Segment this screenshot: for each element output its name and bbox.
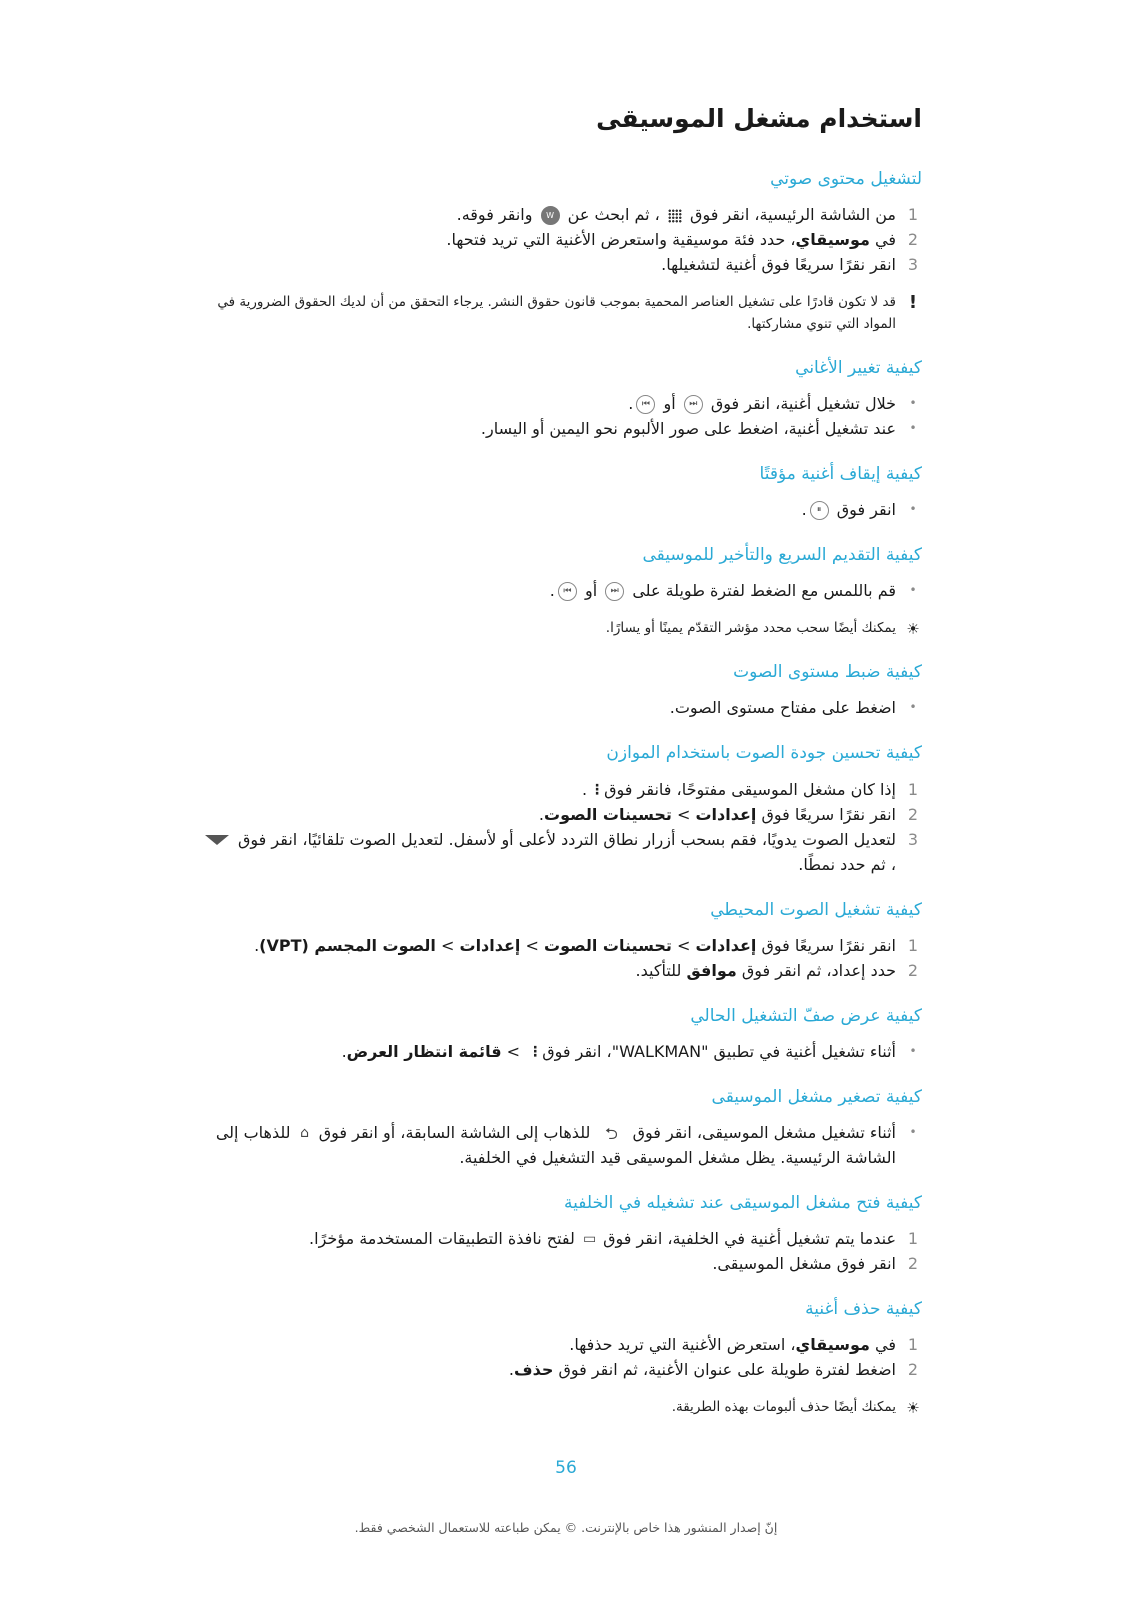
step-number: 1: [907, 1228, 919, 1248]
note: [200, 291, 922, 335]
step-text: وانقر فوقه.: [456, 205, 533, 225]
step-text: ، استعرض الأغنية التي تريد حذفها.: [569, 1335, 796, 1355]
bullet-icon: •: [909, 583, 917, 598]
step-number: 2: [907, 1253, 919, 1273]
separator: >: [520, 935, 544, 955]
tip-text: يمكنك أيضًا حذف ألبومات بهذه الطريقة.: [671, 1399, 896, 1416]
numbered-list: [200, 202, 922, 277]
item-text: .: [549, 581, 555, 601]
step-text: عندما يتم تشغيل أغنية في الخلفية، انقر فوق: [603, 1228, 896, 1248]
step-number: 1: [907, 935, 919, 955]
separator: >: [671, 935, 696, 955]
list-item: [200, 1039, 922, 1064]
list-item: [200, 227, 922, 252]
apps-grid-icon: [668, 209, 682, 223]
section-minimize: [200, 1086, 922, 1170]
step-number: 2: [907, 1360, 919, 1380]
section-title: كيفية فتح مشغل الموسيقى عند تشغيله في الخلفية: [564, 1192, 922, 1213]
step-text: .: [538, 804, 544, 824]
list-item: [200, 958, 922, 983]
separator: >: [435, 935, 460, 955]
bullet-icon: •: [909, 700, 917, 715]
page-title: استخدام مشغل الموسيقى: [596, 104, 922, 133]
list-item: [200, 1120, 922, 1170]
step-text: للتأكيد.: [635, 960, 682, 980]
section-pause: [200, 463, 922, 522]
step-number: 3: [907, 829, 919, 849]
item-text: للذهاب إلى الشاشة الرئيسية. يظل مشغل الموسيقى قيد التشغيل في الخلفية.: [215, 1122, 896, 1167]
list-item: [200, 252, 922, 277]
step-text: في: [875, 230, 896, 250]
bullet-list: [200, 695, 922, 720]
item-text: أو: [663, 394, 676, 414]
numbered-list: [200, 1332, 922, 1382]
list-item: [200, 695, 922, 720]
step-text: ، حدد فئة موسيقية واستعرض الأغنية التي تريد فتحها.: [446, 230, 796, 250]
bullet-list: [200, 391, 922, 441]
bullet-icon: •: [909, 396, 917, 411]
step-text: انقر فوق مشغل الموسيقى.: [712, 1253, 896, 1273]
step-text: انقر نقرًا سريعًا فوق أغنية لتشغيلها.: [661, 255, 896, 275]
section-title: كيفية تغيير الأغاني: [795, 358, 922, 379]
section-title: كيفية تحسين جودة الصوت باستخدام الموازن: [606, 743, 922, 764]
section-title: كيفية حذف أغنية: [805, 1298, 922, 1319]
section-title: كيفية إيقاف أغنية مؤقتًا: [759, 464, 922, 485]
item-text: انقر فوق: [836, 500, 896, 520]
section-surround: [200, 899, 922, 983]
bullet-icon: •: [909, 1124, 917, 1139]
tip: [200, 1396, 922, 1418]
note-text: قد لا تكون قادرًا على تشغيل العناصر المحمية بموجب قانون حقوق النشر. يرجاء التحقق من أن لديك الحقوق الضرورية في المواد التي تنوي مشاركتها.: [217, 294, 896, 333]
step-text: ، ثم ابحث عن: [567, 205, 660, 225]
step-text: ، ثم حدد نمطًا.: [798, 854, 896, 874]
step-text: لتعديل الصوت يدويًا، فقم بسحب أزرار نطاق التردد لأعلى أو لأسفل. لتعديل الصوت تلقائيًا، انقر فوق: [238, 829, 896, 849]
ui-label: موسيقاي: [795, 230, 870, 250]
item-text: أثناء تشغيل مشغل الموسيقى، انقر فوق: [632, 1122, 896, 1142]
step-text: حدد إعداد، ثم انقر فوق: [741, 960, 896, 980]
ui-label: إعدادات: [459, 935, 521, 955]
pause-icon: ⏸: [810, 501, 829, 520]
item-text: .: [628, 394, 634, 414]
back-icon: ⮌: [605, 1123, 618, 1143]
dropdown-arrow-icon: [205, 835, 229, 845]
ui-label: تحسينات الصوت: [543, 935, 672, 955]
section-title: كيفية تشغيل الصوت المحيطي: [710, 899, 922, 920]
step-number: 1: [907, 779, 919, 799]
ui-label: إعدادات: [695, 935, 757, 955]
ui-label: الصوت المجسم (VPT): [259, 935, 436, 955]
list-item: [200, 777, 922, 802]
ui-label: تحسينات الصوت: [543, 804, 672, 824]
section-title: كيفية التقديم السريع والتأخير للموسيقى: [642, 545, 922, 566]
step-text: انقر نقرًا سريعًا فوق: [761, 804, 896, 824]
section-play-audio: [200, 168, 922, 335]
item-text: خلال تشغيل أغنية، انقر فوق: [710, 394, 896, 414]
page-number: 56: [555, 1458, 577, 1478]
step-text: من الشاشة الرئيسية، انقر فوق: [690, 205, 896, 225]
list-item: [200, 416, 922, 441]
section-volume: [200, 661, 922, 720]
section-equalizer: [200, 742, 922, 876]
next-track-icon: ⏭: [684, 395, 703, 414]
step-number: 1: [907, 1335, 919, 1355]
ui-label: موافق: [686, 960, 737, 980]
bullet-icon: •: [909, 421, 917, 436]
previous-track-icon: ⏮: [636, 395, 655, 414]
item-text: أثناء تشغيل أغنية في تطبيق "WALKMAN"، انقر فوق: [542, 1041, 896, 1061]
step-number: 1: [907, 205, 919, 225]
section-seek: [200, 544, 922, 639]
section-title: كيفية ضبط مستوى الصوت: [733, 662, 922, 683]
item-text: .: [801, 500, 807, 520]
tip-bulb-icon: ☀: [906, 620, 920, 639]
item-text: قم باللمس مع الضغط لفترة طويلة على: [632, 581, 896, 601]
list-item: [200, 497, 922, 522]
list-item: [200, 933, 922, 958]
step-text: لفتح نافذة التطبيقات المستخدمة مؤخرًا.: [309, 1228, 575, 1248]
tip: [200, 617, 922, 639]
section-change-songs: [200, 357, 922, 441]
separator: >: [501, 1041, 526, 1061]
step-number: 2: [907, 230, 919, 250]
content: [200, 104, 922, 1440]
list-item: [200, 1251, 922, 1276]
step-text: في: [875, 1335, 896, 1355]
step-number: 2: [907, 804, 919, 824]
exclamation-icon: !: [908, 292, 918, 314]
section-queue: [200, 1005, 922, 1064]
step-text: .: [581, 779, 588, 799]
home-icon: ⌂: [300, 1124, 310, 1141]
ui-label: قائمة انتظار العرض: [346, 1041, 502, 1061]
item-text: اضغط على مفتاح مستوى الصوت.: [669, 698, 896, 718]
ui-label: حذف: [513, 1360, 554, 1380]
section-delete-song: [200, 1298, 922, 1418]
step-text: .: [508, 1360, 514, 1380]
bullet-list: [200, 1039, 922, 1064]
menu-icon: ⋮: [528, 1043, 543, 1060]
item-text: .: [341, 1041, 347, 1061]
numbered-list: [200, 1226, 922, 1276]
numbered-list: [200, 933, 922, 983]
step-text: اضغط لفترة طويلة على عنوان الأغنية، ثم انقر فوق: [558, 1360, 896, 1380]
tip-text: يمكنك أيضًا سحب محدد مؤشر التقدّم يمينًا أو يسارًا.: [605, 620, 896, 637]
step-text: انقر نقرًا سريعًا فوق: [761, 935, 896, 955]
tip-bulb-icon: ☀: [906, 1399, 920, 1418]
section-open-background: [200, 1192, 922, 1276]
list-item: [200, 578, 922, 603]
step-number: 2: [907, 960, 919, 980]
rewind-icon: ⏮: [558, 582, 577, 601]
fast-forward-icon: ⏭: [605, 582, 624, 601]
list-item: [200, 1357, 922, 1382]
separator: >: [671, 804, 696, 824]
step-number: 3: [907, 255, 919, 275]
ui-label: إعدادات: [695, 804, 757, 824]
ui-label: موسيقاي: [795, 1335, 870, 1355]
section-title: كيفية عرض صفّ التشغيل الحالي: [690, 1005, 922, 1026]
numbered-list: [200, 777, 922, 877]
bullet-icon: •: [909, 1043, 917, 1058]
list-item: [200, 391, 922, 416]
step-text: إذا كان مشغل الموسيقى مفتوحًا، فانقر فوق: [604, 779, 896, 799]
list-item: [200, 202, 922, 227]
footer: إنّ إصدار المنشور هذا خاص بالإنترنت. © يمكن طباعته للاستعمال الشخصي فقط.: [354, 1520, 778, 1535]
bullet-icon: •: [909, 502, 917, 517]
list-item: [200, 802, 922, 827]
bullet-list: [200, 1120, 922, 1170]
section-title: كيفية تصغير مشغل الموسيقى: [711, 1086, 922, 1107]
recent-apps-icon: ▭: [582, 1230, 597, 1247]
list-item: [200, 1226, 922, 1251]
bullet-list: [200, 578, 922, 603]
bullet-list: [200, 497, 922, 522]
list-item: [200, 827, 922, 877]
item-text: أو: [584, 581, 598, 601]
list-item: [200, 1332, 922, 1357]
step-text: .: [254, 935, 260, 955]
item-text: للذهاب إلى الشاشة السابقة، أو انقر فوق: [318, 1122, 591, 1142]
walkman-icon: W: [541, 206, 560, 225]
menu-icon: ⋮: [590, 781, 605, 798]
section-title: لتشغيل محتوى صوتي: [770, 169, 922, 189]
item-text: عند تشغيل أغنية، اضغط على صور الألبوم نحو اليمين أو اليسار.: [480, 419, 896, 439]
